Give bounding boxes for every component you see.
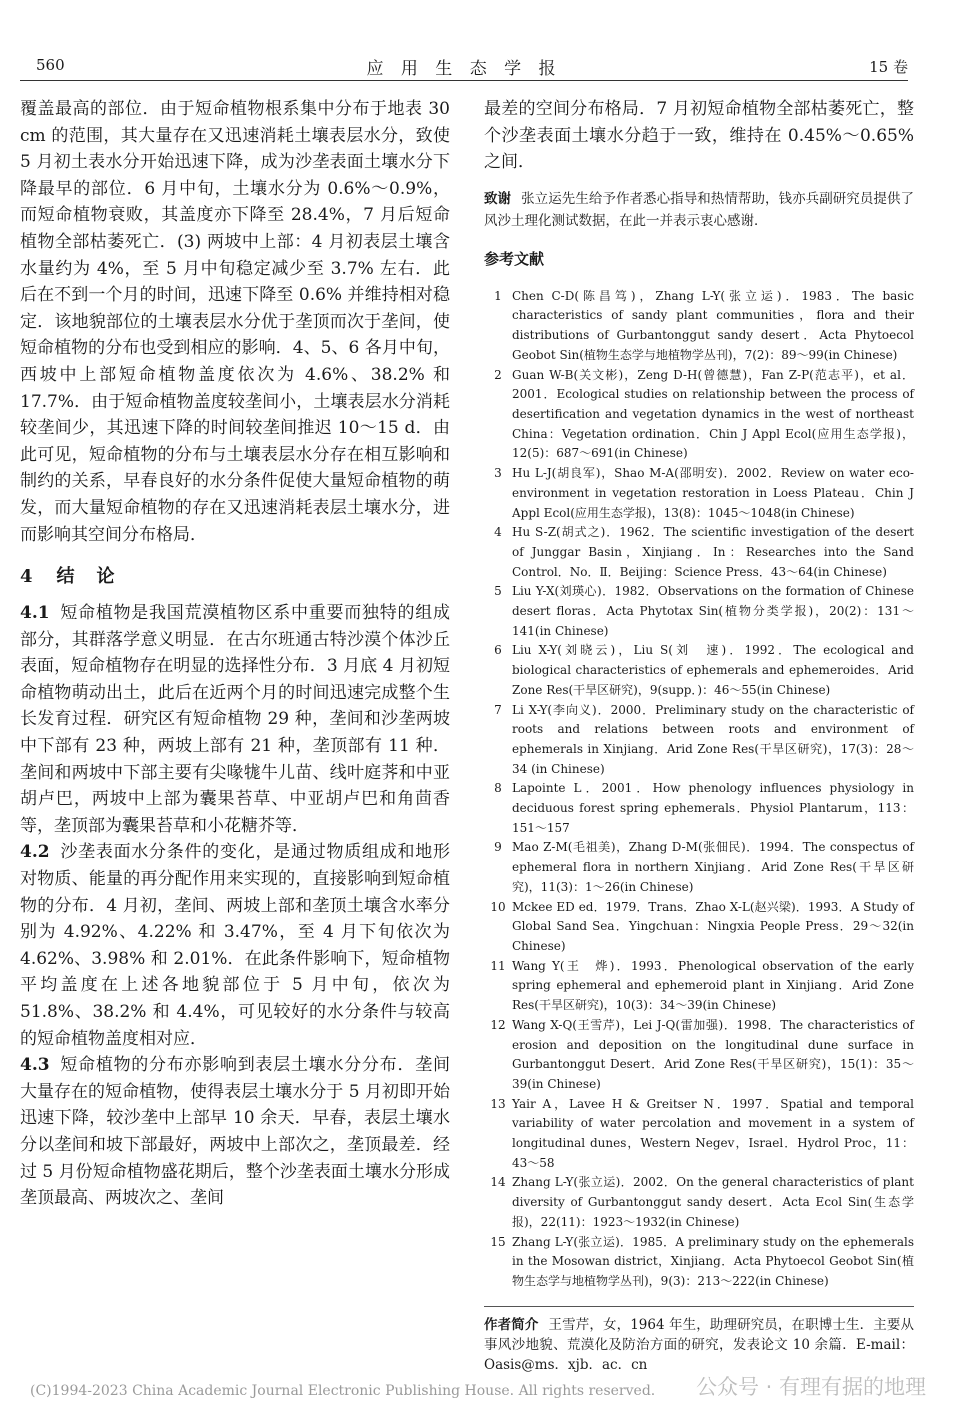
reference-text: Mckee ED ed．1979．Trans．Zhao X-L(赵兴梁)．1993．A Study of Global Sand Sea．Yingchuan：Ningxia People Press．29～32(in Chinese)	[512, 899, 914, 953]
body-paragraph: 覆盖最高的部位．由于短命植物根系集中分布于地表 30 cm 的范围，其大量存在又迅速消耗土壤表层水分，致使 5 月初土表水分开始迅速下降，成为沙垄表面土壤水分下降最早的部位．6 月中旬，土壤水分为 0.6%～0.9%，而短命植物衰败，其盖度亦下降至 28.4%，7 月后短命植物全部枯萎死亡．(3) 两坡中上部：4 月初表层土壤含水量约为 4%，至 5 月中旬稳定减少至 3.7% 左右．此后在不到一个月的时间，迅速下降至 0.6% 并维持相对稳定．该地貌部位的土壤表层水分优于垄顶而次于垄间，使短命植物的分布也受到相应的影响．4、5、6 各月中旬，西坡中上部短命植物盖度依次为 4.6%、38.2% 和 17.7%．由于短命植物盖度较垄间小，土壤表层水分消耗较垄间少，其迅速下降的时间较垄间推迟 10～15 d．由此可见，短命植物的分布与土壤表层水分存在相互影响和制约的关系，早春良好的水分条件促使大量短命植物的萌发，而大量短命植物的存在又迅速消耗表层土壤水分，进而影响其空间分布格局．	[20, 99, 450, 545]
conclusion-4-3	[20, 1052, 450, 1212]
author-bio	[484, 1306, 914, 1375]
running-header	[20, 54, 908, 81]
subsection-text: 短命植物的分布亦影响到表层土壤水分分布．垄间大量存在的短命植物，使得表层土壤水分于 5 月初即开始迅速下降，较沙垄中上部早 10 余天．早春，表层土壤水分以垄间和坡下部最好，两坡中上部次之，垄顶最差．经过 5 月份短命植物盛花期后，整个沙垄表面土壤水分形成垄顶最高、两坡次之、垄间	[20, 1055, 450, 1209]
reference-text: Lapointe L．2001．How phenology influences physiology in deciduous forest spring ephemerals．Physiol Plantarum，113：151～157	[512, 781, 914, 835]
reference-item	[484, 641, 914, 700]
reference-text: Liu Y-X(刘瑛心)．1982．Observations on the formation of Chinese desert floras．Acta Phytotax Sin(植物分类学报)，20(2)：131～141(in Chinese)	[512, 584, 914, 638]
conclusion-4-2	[20, 839, 450, 1052]
reference-item	[484, 838, 914, 897]
subsection-text: 短命植物是我国荒漠植物区系中重要而独特的组成部分，其群落学意义明显．在古尔班通古特沙漠个体沙丘表面，短命植物存在明显的选择性分布．3 月底 4 月初短命植物萌动出土，此后在近两个月的时间迅速完成整个生长发育过程．研究区有短命植物 29 种，垄间和沙垄两坡中下部有 23 种，两坡上部有 21 种，垄顶部有 11 种．垄间和两坡中下部主要有尖喙牻牛儿苗、线叶庭荠和中亚胡卢巴，两坡中上部为囊果苔草、中亚胡卢巴和角茴香等，垄顶部为囊果苔草和小花糖芥等．	[20, 603, 450, 836]
watermark: 公众号 · 有理有据的地理	[695, 1375, 926, 1399]
section-number: 4	[20, 566, 35, 588]
reference-number: 11	[490, 958, 506, 973]
reference-number: 12	[490, 1017, 506, 1032]
subsection-number: 4.1	[20, 603, 50, 624]
right-column	[484, 96, 914, 1375]
reference-number: 3	[494, 466, 502, 481]
reference-item	[484, 287, 914, 366]
reference-text: Hu L-J(胡良军)，Shao M-A(邵明安)．2002．Review on water eco-environment in vegetation restoration in Loess Plateau．Chin J Appl Ecol(应用生态学报)，13(8)：1045～1048(in Chinese)	[512, 466, 914, 520]
reference-text: Wang X-Q(王雪芹)，Lei J-Q(雷加强)．1998．The characteristics of erosion and deposition on the longitudinal dune surface in Gurbantonggut Desert．Arid Zone Res(干旱区研究)，15(1)：35～39(in Chinese)	[512, 1017, 914, 1091]
acknowledgement	[484, 188, 914, 232]
acknowledgement-text: 张立运先生给予作者悉心指导和热情帮助，钱亦兵副研究员提供了风沙土理化测试数据，在此一并表示衷心感谢．	[484, 190, 915, 229]
reference-number: 6	[494, 643, 502, 658]
copyright-footer: (C)1994-2023 China Academic Journal Electronic Publishing House. All rights reserved.	[30, 1383, 656, 1399]
references-title: 参考文献	[484, 249, 545, 268]
reference-item	[484, 1016, 914, 1095]
subsection-text: 沙垄表面水分条件的变化，是通过物质组成和地形对物质、能量的再分配作用来实现的，直接影响到短命植物的分布．4 月初，垄间、两坡上部和垄顶土壤含水率分别为 4.92%、4.22% 和 3.47%，至 4 月下旬依次为 4.62%、3.98% 和 2.01%．在此条件影响下，短命植物平均盖度在上述各地貌部位于 5 月中旬，依次为 51.8%、38.2% 和 4.4%，可见较好的水分条件与较高的短命植物盖度相对应．	[20, 842, 450, 1049]
reference-text: Zhang L-Y(张立运)．2002．On the general characteristics of plant diversity of Gurbantonggut sandy desert．Acta Ecol Sin(生态学报)，22(11)：1923～1932(in Chinese)	[512, 1175, 914, 1229]
reference-number: 8	[494, 781, 502, 796]
reference-number: 15	[490, 1234, 506, 1249]
reference-item	[484, 366, 914, 465]
reference-text: Mao Z-M(毛祖美)，Zhang D-M(张佃民)．1994．The conspectus of ephemeral flora in northern Xinjiang．Arid Zone Res(干旱区研究)，11(3)：1～26(in Chinese)	[512, 840, 914, 894]
reference-item	[484, 701, 914, 780]
reference-item	[484, 464, 914, 523]
acknowledgement-label: 致谢	[484, 190, 512, 207]
reference-number: 10	[490, 899, 506, 914]
reference-text: Guan W-B(关文彬)，Zeng D-H(曾德慧)，Fan Z-P(范志平)，et al．2001．Ecological studies on relationship between the process of desertification and vegetation dynamics in the west of northeast China：Vegetation ordination．Chin J Appl Ecol(应用生态学报)，12(5)：687～691(in Chinese)	[512, 367, 914, 461]
reference-number: 14	[490, 1175, 506, 1190]
reference-item	[484, 582, 914, 641]
reference-item	[484, 523, 914, 582]
reference-number: 13	[490, 1096, 506, 1111]
reference-number: 1	[494, 288, 502, 303]
section-title: 结 论	[56, 566, 117, 588]
body-paragraph: 最差的空间分布格局．7 月初短命植物全部枯萎死亡，整个沙垄表面土壤水分趋于一致，维持在 0.45%～0.65% 之间．	[484, 99, 914, 173]
reference-text: Wang Y(王 烨)．1993．Phenological observation of the early spring ephemeral and ephemeroid plant in Xinjiang．Arid Zone Res(干旱区研究)，10(3)：34～39(in Chinese)	[512, 958, 914, 1013]
author-bio-text: 王雪芹，女，1964 年生，助理研究员，在职博士生．主要从事风沙地貌、荒漠化及防治方面的研究，发表论文 10 余篇．E-mail：Oasis@ms．xjb．ac．cn	[484, 1316, 914, 1373]
reference-number: 2	[494, 367, 502, 382]
reference-item	[484, 957, 914, 1016]
page-number: 560	[36, 56, 65, 74]
reference-item	[484, 1173, 914, 1232]
reference-list	[484, 287, 914, 1292]
reference-text: Zhang L-Y(张立运)．1985．A preliminary study on the ephemerals in the Mosowan district，Xinjiang．Acta Phytoecol Geobot Sin(植物生态学与地植物学丛刊)，9(3)：213～222(in Chinese)	[512, 1234, 914, 1288]
conclusion-4-1	[20, 600, 450, 839]
reference-text: Chen C-D(陈昌笃)，Zhang L-Y(张立运)．1983．The basic characteristics of sandy plant communities，flora and their distributions of Gurbantonggut sandy desert．Acta Phytoecol Geobot Sin(植物生态学与地植物学丛刊)，7(2)：89～99(in Chinese)	[512, 288, 914, 362]
section-heading	[20, 562, 450, 588]
subsection-number: 4.2	[20, 842, 50, 863]
volume-label: 15 卷	[869, 58, 908, 76]
author-bio-label: 作者简介	[484, 1316, 539, 1333]
reference-text: Li X-Y(李向义)．2000．Preliminary study on the characteristic of roots and relations between roots and environment of ephemerals in Xinjiang．Arid Zone Res(干旱区研究)，17(3)：28～34 (in Chinese)	[512, 702, 914, 776]
reference-number: 7	[494, 702, 502, 717]
reference-text: Liu X-Y(刘晓云)，Liu S(刘 速)．1992．The ecological and biological characteristics of ephemerals and ephemeroides．Arid Zone Res(干旱区研究)，9(supp．)：46～55(in Chinese)	[512, 643, 914, 697]
left-column	[20, 96, 450, 1212]
reference-number: 4	[494, 525, 502, 540]
reference-item	[484, 779, 914, 838]
reference-number: 5	[494, 584, 502, 599]
journal-title: 应 用 生 态 学 报	[366, 59, 562, 79]
reference-text: Yair A，Lavee H & Greitser N．1997．Spatial and temporal variability of water percolation and movement in a system of longitudinal dunes，Western Negev，Israel．Hydrol Proc，11：43～58	[512, 1096, 914, 1170]
reference-text: Hu S-Z(胡式之)．1962．The scientific investigation of the desert of Junggar Basin，Xinjiang．In：Researches into the Sand Control．No．Ⅱ．Beijing：Science Press．43～64(in Chinese)	[512, 525, 914, 579]
reference-item	[484, 898, 914, 957]
reference-item	[484, 1095, 914, 1174]
reference-number: 9	[494, 840, 502, 855]
subsection-number: 4.3	[20, 1055, 50, 1076]
reference-item	[484, 1233, 914, 1292]
